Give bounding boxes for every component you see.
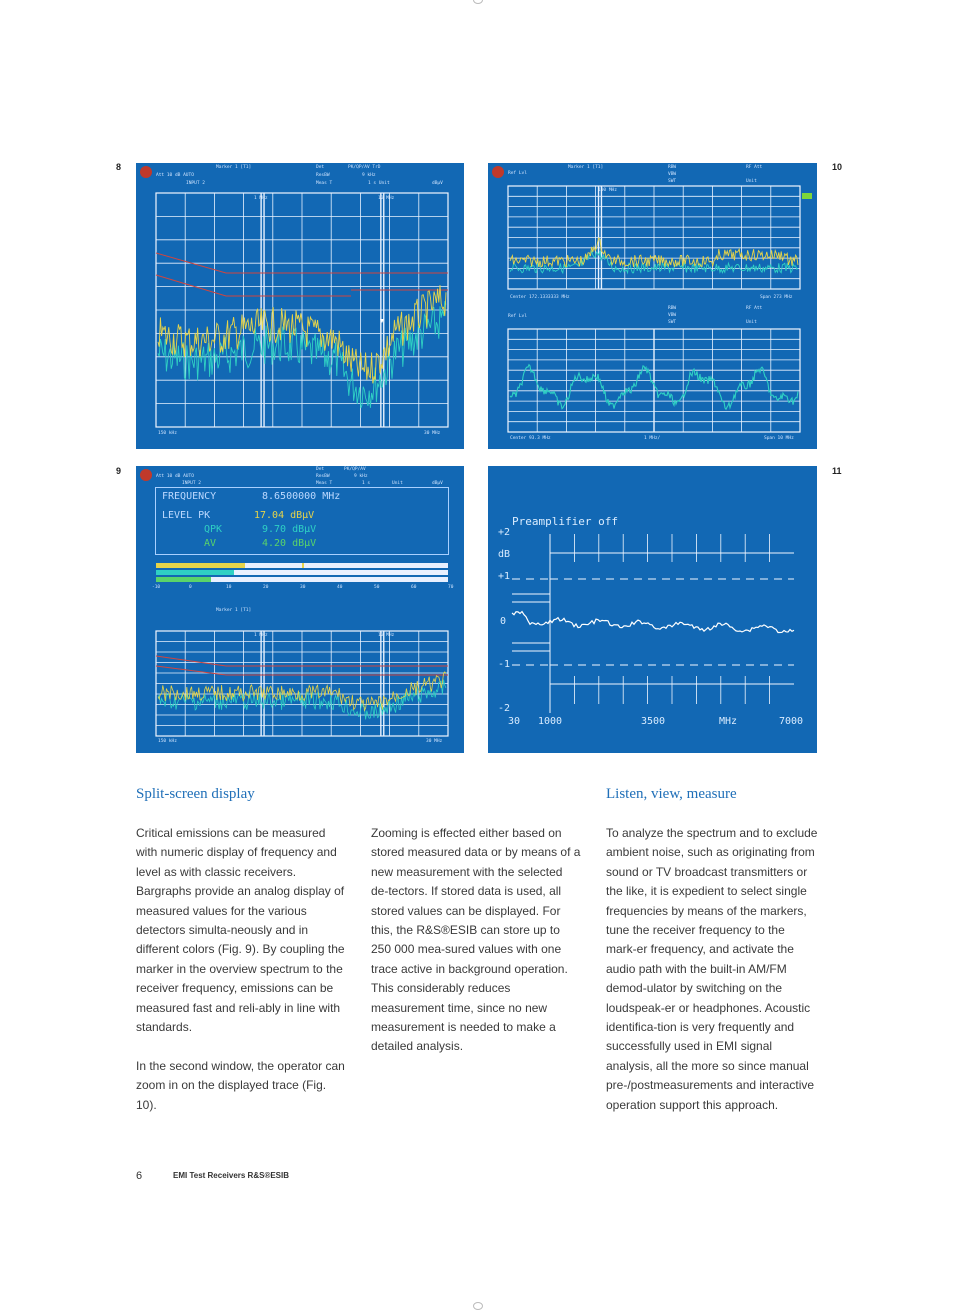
bargraph-tick-label: 30 bbox=[300, 585, 306, 590]
fig8-header-resbw: ResBW bbox=[316, 173, 330, 178]
fig9-av-label: AV bbox=[204, 538, 217, 549]
registration-mark-bottom bbox=[473, 1302, 483, 1310]
fig8-header-marker: Marker 1 [T1] bbox=[216, 165, 252, 170]
fig10-bottom-center: Center 93.3 MHz bbox=[510, 436, 551, 441]
paragraph: Zooming is effected either based on stored measured data or by means of a new measurement with the selected de-tectors. If stored data is used, all stored values can be displayed. For this, the R&S®ESIB can store up to 250 000 mea-sured values with one trace active in background operation. This considerably reduces measurement time, since no new measurement is needed to make a detailed analysis. bbox=[371, 826, 581, 1054]
fig8-x-start: 150 kHz bbox=[158, 431, 177, 436]
bargraph-tick-label: 40 bbox=[337, 585, 343, 590]
fig10-top-unit: Unit bbox=[746, 179, 757, 184]
fig9-level-label: LEVEL PK bbox=[162, 510, 211, 521]
fig8-marker-10mhz: 10 MHz bbox=[378, 196, 395, 201]
fig10-top-marker-freq: 100 MHz bbox=[598, 188, 617, 193]
figure-11-preamplifier-plot bbox=[488, 466, 817, 753]
fig11-x-30: 30 bbox=[508, 716, 521, 727]
fig8-header-detval: PK/QP/AV TrD bbox=[348, 165, 381, 170]
paragraph: Critical emissions can be measured with numeric display of frequency and level as with classic receivers. Bargraphs provide an analog display of measured values for the various detectors simulta-neously and in different colors (Fig. 9). By coupling the marker in the overview spectrum to the receiver frequency, emissions can be measured fast and reli-ably in line with standards. bbox=[136, 826, 345, 1035]
fig9-qpk-value: 9.70 dBµV bbox=[262, 524, 317, 535]
fig11-x-7000: 7000 bbox=[779, 716, 804, 727]
bargraph-tick-label: 70 bbox=[448, 585, 454, 590]
bargraph-tick-label: -10 bbox=[152, 585, 161, 590]
figure-9-receiver-display bbox=[136, 466, 464, 753]
bargraph-tick-label: 50 bbox=[374, 585, 380, 590]
fig9-header-input: INPUT 2 bbox=[182, 481, 201, 486]
fig9-header-detval: PK/QP/AV bbox=[344, 467, 366, 472]
fig9-marker-caption: Marker 1 [T1] bbox=[216, 608, 252, 613]
fig11-y-minus1: -1 bbox=[498, 659, 511, 670]
fig10-top-ref: Ref Lvl bbox=[508, 171, 527, 176]
fig9-level-pk: 17.04 dBµV bbox=[254, 510, 315, 521]
fig9-x-start: 150 kHz bbox=[158, 739, 177, 744]
heading-split-screen-display: Split-screen display bbox=[136, 786, 255, 802]
trace-line bbox=[512, 612, 794, 633]
fig9-qpk-label: QPK bbox=[204, 524, 223, 535]
fig11-plot bbox=[488, 466, 817, 753]
fig8-header-att: Att 10 dB AUTO bbox=[156, 173, 194, 178]
text-column-3 bbox=[606, 824, 818, 1134]
fig10-bottom-rfatt: RF Att bbox=[746, 306, 763, 311]
text-column-1 bbox=[136, 824, 348, 1134]
figure-number-11: 11 bbox=[832, 466, 842, 476]
fig9-header-unitval: dBµV bbox=[432, 481, 443, 486]
fig11-x-3500: 3500 bbox=[641, 716, 666, 727]
figure-8-spectrum-screen bbox=[136, 163, 464, 449]
fig10-trace-plot bbox=[488, 163, 817, 449]
fig8-marker-1mhz: 1 MHz bbox=[254, 196, 268, 201]
fig9-marker-1mhz: 1 MHz bbox=[254, 633, 268, 638]
fig11-title: Preamplifier off bbox=[512, 515, 618, 528]
figure-number-8: 8 bbox=[116, 162, 122, 172]
fig9-trace-plot bbox=[136, 466, 464, 753]
fig10-top-marker: Marker 1 [T1] bbox=[568, 165, 604, 170]
fig10-top-swt: SWT bbox=[668, 179, 677, 184]
fig8-header-input: INPUT 2 bbox=[186, 181, 205, 186]
fig9-header-measval: 1 s bbox=[362, 481, 371, 486]
registration-mark-top bbox=[473, 0, 483, 4]
bargraph-tick-label: 60 bbox=[411, 585, 417, 590]
fig11-y-unit: dB bbox=[498, 549, 511, 560]
fig10-bottom-vbw: VBW bbox=[668, 313, 677, 318]
fig9-av-value: 4.20 dBµV bbox=[262, 538, 317, 549]
fig8-header-bwval: 9 kHz bbox=[362, 173, 376, 178]
fig8-x-stop: 30 MHz bbox=[424, 431, 441, 436]
fig10-bottom-div: 1 MHz/ bbox=[644, 436, 661, 441]
figure-10-split-screen bbox=[488, 163, 817, 449]
fig9-marker-10mhz: 10 MHz bbox=[378, 633, 395, 638]
fig8-trace-plot bbox=[136, 163, 464, 449]
heading-listen-view-measure: Listen, view, measure bbox=[606, 786, 737, 802]
fig10-top-center: Center 172.1333333 MHz bbox=[510, 295, 570, 300]
figure-number-9: 9 bbox=[116, 466, 122, 476]
fig11-y-minus2: -2 bbox=[498, 703, 511, 714]
fig10-bottom-unit: Unit bbox=[746, 320, 757, 325]
fig8-header-meast: Meas T bbox=[316, 181, 333, 186]
fig8-header-det: Det bbox=[316, 165, 325, 170]
bargraph-tick-label: 10 bbox=[226, 585, 232, 590]
fig9-header-det: Det bbox=[316, 467, 325, 472]
fig9-header-resbw: ResBW bbox=[316, 474, 330, 479]
fig10-bottom-span: Span 10 MHz bbox=[764, 436, 794, 441]
fig10-bottom-swt: SWT bbox=[668, 320, 677, 325]
page-number: 6 bbox=[136, 1170, 143, 1182]
fig8-header-unit: 1 s Unit bbox=[368, 181, 390, 186]
fig10-top-vbw: VBW bbox=[668, 172, 677, 177]
fig9-header-bwval: 9 kHz bbox=[354, 474, 368, 479]
fig9-header-unit: Unit bbox=[392, 481, 403, 486]
fig10-top-rbw: RBW bbox=[668, 165, 677, 170]
fig10-bottom-rbw: RBW bbox=[668, 306, 677, 311]
fig11-y-zero: 0 bbox=[500, 616, 507, 627]
paragraph: To analyze the spectrum and to exclude ambient noise, such as originating from sound or TV broadcast transmitters or the like, it is expedient to select single frequencies by means of the markers, tune the receiver frequency to the mark-er frequency, and activate the audio path with the built-in AM/FM demod-ulator by switching on the loudspeak-er or headphones. Acoustic identifica-tion is very frequently and successfully used in EMI signal analysis, all the more so since manual pre-/postmeasurements and interactive operation support this approach. bbox=[606, 826, 818, 1112]
fig10-top-rfatt: RF Att bbox=[746, 165, 763, 170]
text-column-2 bbox=[371, 824, 583, 1076]
fig11-x-1000: 1000 bbox=[538, 716, 563, 727]
bargraph-tick-label: 20 bbox=[263, 585, 269, 590]
footer-title: EMI Test Receivers R&S®ESIB bbox=[173, 1171, 290, 1180]
bargraph-tick-label: 0 bbox=[189, 585, 192, 590]
fig9-header-meast: Meas T bbox=[316, 481, 333, 486]
figure-number-10: 10 bbox=[832, 162, 843, 172]
fig10-bottom-ref: Ref Lvl bbox=[508, 314, 527, 319]
fig11-y-plus2: +2 bbox=[498, 527, 511, 538]
fig9-x-stop: 30 MHz bbox=[426, 739, 443, 744]
fig8-header-unitval: dBµV bbox=[432, 181, 443, 186]
fig10-top-span: Span 273 MHz bbox=[760, 295, 793, 300]
fig9-frequency-value: 8.6500000 MHz bbox=[262, 491, 341, 502]
paragraph: In the second window, the operator can zoom in on the displayed trace (Fig. 10). bbox=[136, 1058, 345, 1112]
fig9-frequency-label: FREQUENCY bbox=[162, 491, 217, 502]
fig9-header-att: Att 10 dB AUTO bbox=[156, 474, 194, 479]
fig11-x-unit: MHz bbox=[719, 716, 738, 727]
fig11-y-plus1: +1 bbox=[498, 571, 511, 582]
